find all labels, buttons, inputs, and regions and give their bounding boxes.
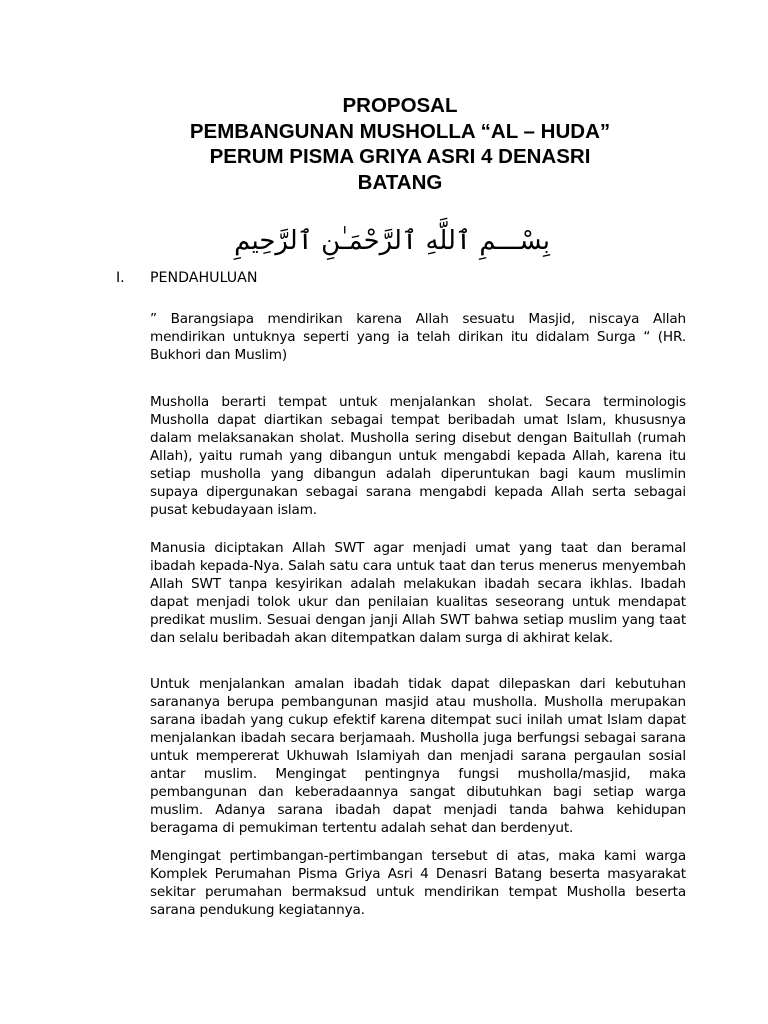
document-title <box>150 93 650 195</box>
basmalah-calligraphy: بِسْـــمِ ٱللَّهِ ٱلرَّحْمَـٰنِ ٱلرَّحِيمِ <box>234 226 550 256</box>
paragraph-hadith-quote: ” Barangsiapa mendirikan karena Allah sesuatu Masjid, niscaya Allah mendirikan untuknya seperti yang ia telah dirikan itu didalam Surga “ (HR. Bukhori dan Muslim) <box>150 310 686 363</box>
title-line-location: PERUM PISMA GRIYA ASRI 4 DENASRI <box>209 145 591 168</box>
section-title: PENDAHULUAN <box>150 270 258 286</box>
title-line-project: PEMBANGUNAN MUSHOLLA “AL – HUDA” <box>189 119 611 143</box>
section-number: I. <box>116 270 125 286</box>
paragraph-musholla-definition: Musholla berarti tempat untuk menjalankan sholat. Secara terminologis Musholla dapat diartikan sebagai tempat beribadah umat Islam, khususnya dalam melaksanakan sholat. Musholla sering disebut dengan Baitullah (rumah Allah), yaitu rumah yang dibangun untuk mengabdi kepada Allah, karena itu setiap musholla yang dibangun adalah diperuntukan bagi kaum muslimin supaya dipergunakan sebagai sarana mengabdi kepada Allah serta sebagai pusat kebudayaan islam. <box>150 393 686 518</box>
title-line-proposal: PROPOSAL <box>342 94 458 117</box>
paragraph-intent: Mengingat pertimbangan-pertimbangan tersebut di atas, maka kami warga Komplek Perumahan Pisma Griya Asri 4 Denasri Batang beserta masyarakat sekitar perumahan bermaksud untuk mendirikan tempat Musholla beserta sarana pendukung kegiatannya. <box>150 847 686 918</box>
title-line-city: BATANG <box>357 170 443 194</box>
paragraph-worship-purpose: Manusia diciptakan Allah SWT agar menjadi umat yang taat dan beramal ibadah kepada-Nya. Salah satu cara untuk taat dan terus menerus menyembah Allah SWT tanpa kesyirikan adalah melakukan ibadah secara ikhlas. Ibadah dapat menjadi tolok ukur dan penilaian kualitas seseorang untuk mendapat predikat muslim. Sesuai dengan janji Allah SWT bahwa setiap muslim yang taat dan selalu beribadah akan ditempatkan dalam surga di akhirat kelak. <box>150 539 686 646</box>
paragraph-musholla-importance: Untuk menjalankan amalan ibadah tidak dapat dilepaskan dari kebutuhan sarananya berupa pembangunan masjid atau musholla. Musholla merupakan sarana ibadah yang cukup efektif karena ditempat suci inilah umat Islam dapat menjalankan ibadah secara berjamaah. Musholla juga berfungsi sebagai sarana untuk mempererat Ukhuwah Islamiyah dan menjadi sarana pergaulan sosial antar muslim. Mengingat pentingnya fungsi musholla/masjid, maka pembangunan dan keberadaannya sangat dibutuhkan bagi setiap warga muslim. Adanya sarana ibadah dapat menjadi tanda bahwa kehidupan beragama di pemukiman tertentu adalah sehat dan berdenyut. <box>150 675 686 836</box>
